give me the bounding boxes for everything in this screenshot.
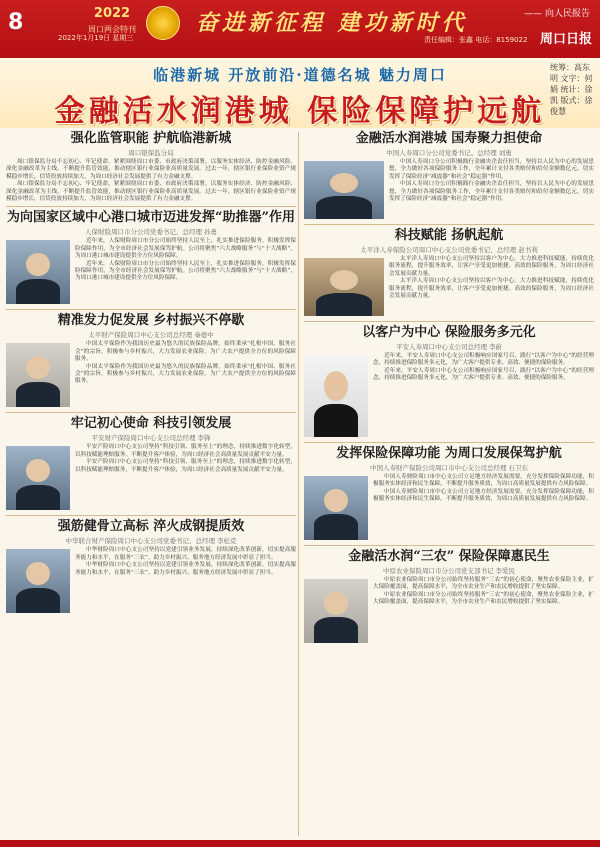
article-title: 金融活水润港城 国寿聚力担使命 [355,131,543,146]
article [304,546,594,648]
article-body: 平安产险周口中心支公司坚持“科技引领、服务至上”的理念，持续推进数字化转型，以科技赋能理赔服务，不断提升客户体验，为周口经济社会高质量发展贡献平安力量。 [75,444,296,458]
portrait-photo [6,549,70,613]
article-body: 太平洋人寿周口中心支公司坚持以客户为中心，大力推进科技赋能，持续优化服务流程，提升服务效率，让客户享受更加便捷、高效的保险服务，为周口经济社会发展贡献力量。 [389,278,594,300]
article-body: 中原农业保险周口市分公司始终坚持服务“三农”的初心使命，聚焦农业保险主业，扩大保险覆盖面，提高保障水平，为全市农业生产和农民增收提供了坚实保障。 [373,591,594,606]
article [304,443,594,546]
article-byline: 周口银保监分局 [128,149,174,157]
article-byline: 太平财产保险周口中心支公司总经理 秦德中 [88,331,214,340]
article-byline: 中原农业保险周口市分公司党支部书记 李爱民 [382,567,516,575]
article-byline: 人保财险周口市分公司党委书记、总经理 孙勇 [84,228,218,237]
article-byline: 太平洋人寿保险公司周口中心支公司党委书记、总经理 赵书利 [360,246,538,254]
editor-line: 责任编辑：张鑫 电话：8159022 [424,36,528,44]
article-title: 为向国家区域中心港口城市迈进发挥“助推器”作用 [7,210,295,226]
article-body: 近年来，平安人寿周口中心支公司积极响应国家号召，践行“以客户为中心”的经营理念，持续推进保险服务多元化，为广大客户提供专业、高效、便捷的保险服务。 [373,353,594,367]
article [304,225,594,322]
article-title: 以客户为中心 保险服务多元化 [362,325,536,340]
article-byline: 中国人寿财产保险公司周口市中心支公司总经理 石卫东 [369,464,529,472]
portrait-photo [6,343,70,407]
issue-date: 2022年1月19日 星期三 [58,34,134,42]
article-title: 金融活水润“三农” 保险保障惠民生 [348,549,550,564]
masthead [0,0,600,58]
article-body: 中国人寿财险周口市中心支公司立足地方经济发展需要，充分发挥保险保障功能，积极服务实体经济和民生保障，不断提升服务质效，为周口高质量发展提供有力风险保障。 [373,488,594,503]
article [6,516,296,618]
article-title: 发挥保险保障功能 为周口发展保驾护航 [336,446,562,461]
report-tag: —— 向人民报告 [524,9,590,19]
paper-name: 周口日报 [539,32,592,47]
portrait-photo [304,161,384,219]
article [6,310,296,413]
article-body: 中华财险周口中心支公司坚持以党建引领业务发展，持续深化改革创新，切实提高服务能力和水平，在服务“三农”、助力乡村振兴、服务地方经济发展中彰显了担当。 [75,562,296,576]
article-body: 平安产险周口中心支公司坚持“科技引领、服务至上”的理念，持续推进数字化转型，以科技赋能理赔服务，不断提升客户体验，为周口经济社会高质量发展贡献平安力量。 [75,459,296,473]
portrait-photo [304,579,368,643]
badge-text: 周口两会特刊 [88,25,136,34]
portrait-photo [304,258,384,316]
column-divider [298,132,299,836]
article-body: 中国人寿周口分公司积极践行金融央企责任担当，坚持以人民为中心的发展思想，全力做好各项保险服务工作，全年累计支付各类赔付和给付金额数亿元，切实发挥了保险经济“减震器”和社会“稳定器”作用。 [389,159,594,180]
article [304,322,594,443]
article [6,413,296,516]
banner-title: 金融活水润港城 保险保障护远航 [54,94,546,129]
page-number: 8 [8,10,24,35]
footer-band [0,840,600,847]
banner-subtitle: 临港新城 开放前沿·道德名城 魅力周口 [153,66,447,84]
portrait-photo [304,355,368,437]
article-body: 周口银保监分局不忘初心、牢记使命，紧紧围绕周口市委、市政府决策部署，以服务实体经济、防控金融风险、深化金融改革为主线，不断提升监管效能，推动辖区银行业保险业高质量发展。过去一年，辖区银行业保险业资产规模稳步增长，信贷投放持续加大，为周口经济社会发展提供了有力金融支撑。 [6,159,296,180]
left-column [6,128,296,840]
article-title: 科技赋能 扬帆起航 [394,228,504,243]
article-body: 中华财险周口中心支公司坚持以党建引领业务发展，持续深化改革创新，切实提高服务能力和水平，在服务“三农”、助力乡村振兴、服务地方经济发展中彰显了担当。 [75,547,296,561]
article-body: 近年来，人保财险周口市分公司始终坚持人民至上，扎实推进保险服务，积极发挥保险保障作用，为全市经济社会发展保驾护航。公司将聚焦“六大战略服务”与“十大战略”，为周口港口城市建设提供全方位风险保障。 [75,260,296,282]
portrait-photo [6,240,70,304]
portrait-photo [6,446,70,510]
article [6,207,296,310]
national-emblem-icon [146,6,180,40]
headline-banner [0,58,600,128]
article-byline: 平安财产保险周口中心支公司总经理 李锋 [91,434,211,443]
article-title: 牢记初心使命 科技引领发展 [70,416,232,432]
article-body: 中国太平保险作为我国历史最为悠久的民族保险品牌，始终秉承“扎根中国、服务社会”的宗旨，积极参与乡村振兴，大力发展农业保险，为广大农户提供全方位的风险保障服务。 [75,363,296,385]
article-title: 强化监管职能 护航临港新城 [70,131,232,146]
badge-year: 2022 [93,6,131,21]
article-title: 精准发力促发展 乡村振兴不停歇 [57,313,245,329]
portrait-photo [304,476,368,540]
banner-credits: 统筹：高东明 文字：何娟 统计：徐凯 版式：徐俊慧 [550,63,593,116]
article-body: 周口银保监分局不忘初心、牢记使命，紧紧围绕周口市委、市政府决策部署，以服务实体经济、防控金融风险、深化金融改革为主线，不断提升监管效能，推动辖区银行业保险业高质量发展。过去一年，辖区银行业保险业资产规模稳步增长，信贷投放持续加大，为周口经济社会发展提供了有力金融支撑。 [6,181,296,203]
right-column [304,128,594,840]
article-body: 中国人寿财险周口市中心支公司立足地方经济发展需要，充分发挥保险保障功能，积极服务实体经济和民生保障，不断提升服务质效，为周口高质量发展提供有力风险保障。 [373,474,594,488]
article-body: 近年来，人保财险周口市分公司始终坚持人民至上，扎实推进保险服务，积极发挥保险保障作用，为全市经济社会发展保驾护航。公司将聚焦“六大战略服务”与“十大战略”，为周口港口城市建设提供全方位风险保障。 [75,238,296,260]
article-byline: 中国人寿周口分公司党委书记、总经理 刘勇 [386,149,512,157]
article-body: 中国太平保险作为我国历史最为悠久的民族保险品牌，始终秉承“扎根中国、服务社会”的宗旨，积极参与乡村振兴，大力发展农业保险，为广大农户提供全方位的风险保障服务。 [75,341,296,363]
article-body: 太平洋人寿周口中心支公司坚持以客户为中心，大力推进科技赋能，持续优化服务流程，提升服务效率，让客户享受更加便捷、高效的保险服务，为周口经济社会发展贡献力量。 [389,256,594,277]
masthead-slogan: 奋进新征程 建功新时代 [196,10,468,36]
article [6,128,296,207]
article-byline: 平安人寿周口中心支公司总经理 李蔚 [395,343,503,351]
article-title: 强筋健骨立高标 淬火成钢提质效 [57,519,245,535]
article-body: 中原农业保险周口市分公司始终坚持服务“三农”的初心使命，聚焦农业保险主业，扩大保险覆盖面，提高保障水平，为全市农业生产和农民增收提供了坚实保障。 [373,577,594,591]
article-body: 近年来，平安人寿周口中心支公司积极响应国家号召，践行“以客户为中心”的经营理念，持续推进保险服务多元化，为广大客户提供专业、高效、便捷的保险服务。 [373,367,594,382]
article [304,128,594,225]
article-body: 中国人寿周口分公司积极践行金融央企责任担当，坚持以人民为中心的发展思想，全力做好各项保险服务工作，全年累计支付各类赔付和给付金额数亿元，切实发挥了保险经济“减震器”和社会“稳定器”作用。 [389,181,594,203]
article-byline: 中华联合财产保险周口中心支公司党委书记、总经理 李松克 [65,537,237,546]
